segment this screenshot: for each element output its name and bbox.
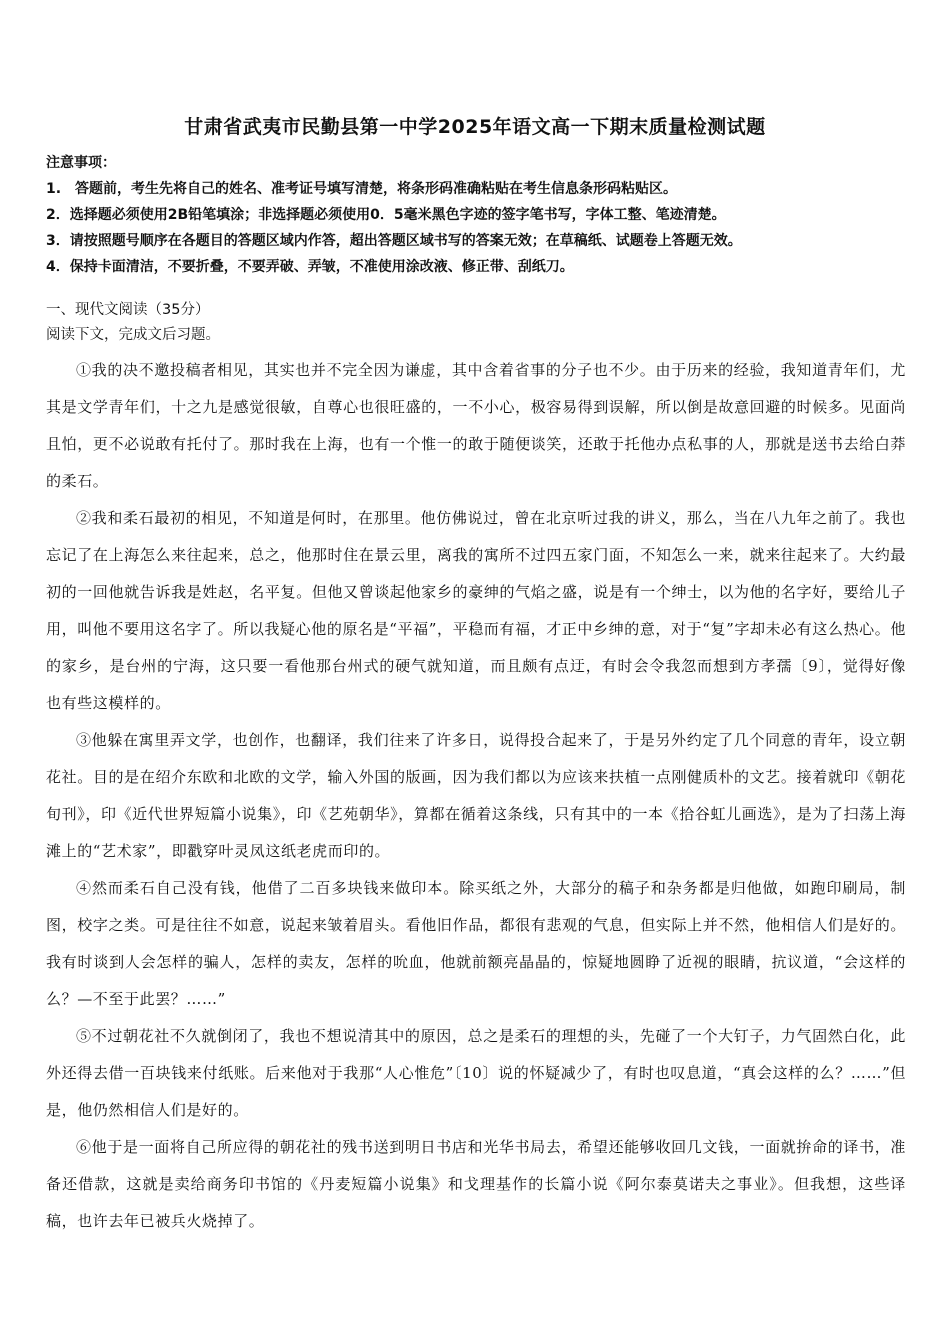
note-item-2: 2．选择题必须使用2B铅笔填涂；非选择题必须使用0．5毫米黑色字迹的签字笔书写，字体工整、笔迹清楚。 bbox=[46, 207, 726, 223]
paragraph-2: ②我和柔石最初的相见，不知道是何时，在那里。他仿佛说过，曾在北京听过我的讲义，那么，当在八九年之前了。我也忘记了在上海怎么来往起来，总之，他那时住在景云里，离我的寓所不过四五家门面，不知怎么一来，就来往起来了。大约最初的一回他就告诉我是姓赵，名平复。但他又曾谈起他家乡的豪绅的气焰之盛，说是有一个绅士，以为他的名字好，要给儿子用，叫他不要用这名字了。所以我疑心他的原名是“平福”，平稳而有福，才正中乡绅的意，对于“复”字却未必有这么热心。他的家乡，是台州的宁海，这只要一看他那台州式的硬气就知道，而且颇有点迂，有时会令我忽而想到方孝孺〔9〕，觉得好像也有些这模样的。 bbox=[46, 509, 906, 712]
reading-instruction: 阅读下文，完成文后习题。 bbox=[46, 327, 220, 343]
section-heading: 一、现代文阅读（35分） bbox=[46, 302, 210, 318]
paragraph-3: ③他躲在寓里弄文学，也创作，也翻译，我们往来了许多日，说得投合起来了，于是另外约定了几个同意的青年，设立朝花社。目的是在绍介东欧和北欧的文学，输入外国的版画，因为我们都以为应该来扶植一点刚健质朴的文艺。接着就印《朝花旬刊》，印《近代世界短篇小说集》，印《艺苑朝华》，算都在循着这条线，只有其中的一本《拾谷虹儿画选》，是为了扫荡上海滩上的“艺术家”，即戳穿叶灵凤这纸老虎而印的。 bbox=[46, 731, 906, 860]
paragraph-5: ⑤不过朝花社不久就倒闭了，我也不想说清其中的原因，总之是柔石的理想的头，先碰了一个大钉子，力气固然白化，此外还得去借一百块钱来付纸账。后来他对于我那“人心惟危”〔10〕说的怀疑减少了，有时也叹息道，“真会这样的么？……”但是，他仍然相信人们是好的。 bbox=[46, 1027, 906, 1119]
notes-heading: 注意事项： bbox=[46, 155, 116, 171]
note-item-3: 3．请按照题号顺序在各题目的答题区域内作答，超出答题区域书写的答案无效；在草稿纸、试题卷上答题无效。 bbox=[46, 233, 742, 249]
notes-block bbox=[46, 150, 916, 280]
page-title: 甘肃省武夷市民勤县第一中学2025年语文高一下期末质量检测试题 bbox=[184, 116, 766, 138]
paragraph-1: ①我的决不邀投稿者相见，其实也并不完全因为谦虚，其中含着省事的分子也不少。由于历来的经验，我知道青年们，尤其是文学青年们，十之九是感觉很敏，自尊心也很旺盛的，一不小心，极容易得到误解，所以倒是故意回避的时候多。见面尚且怕，更不必说敢有托付了。那时我在上海，也有一个惟一的敢于随便谈笑，还敢于托他办点私事的人，那就是送书去给白莽的柔石。 bbox=[46, 361, 906, 490]
note-item-4: 4．保持卡面清洁，不要折叠，不要弄破、弄皱，不准使用涂改液、修正带、刮纸刀。 bbox=[46, 259, 574, 275]
paragraph-4: ④然而柔石自己没有钱，他借了二百多块钱来做印本。除买纸之外，大部分的稿子和杂务都是归他做，如跑印刷局，制图，校字之类。可是往往不如意，说起来皱着眉头。看他旧作品，都很有悲观的气息，但实际上并不然，他相信人们是好的。我有时谈到人会怎样的骗人，怎样的卖友，怎样的吮血，他就前额亮晶晶的，惊疑地圆睁了近视的眼睛，抗议道，“会这样的么？—不至于此罢？……” bbox=[46, 879, 906, 1008]
note-item-1: 1. 答题前，考生先将自己的姓名、准考证号填写清楚，将条形码准确粘贴在考生信息条形码粘贴区。 bbox=[46, 181, 678, 197]
paragraph-6: ⑥他于是一面将自己所应得的朝花社的残书送到明日书店和光华书局去，希望还能够收回几文钱，一面就拚命的译书，准备还借款，这就是卖给商务印书馆的《丹麦短篇小说集》和戈理基作的长篇小说《阿尔泰莫诺夫之事业》。但我想，这些译稿，也许去年已被兵火烧掉了。 bbox=[46, 1138, 906, 1230]
article-body bbox=[46, 352, 906, 1240]
